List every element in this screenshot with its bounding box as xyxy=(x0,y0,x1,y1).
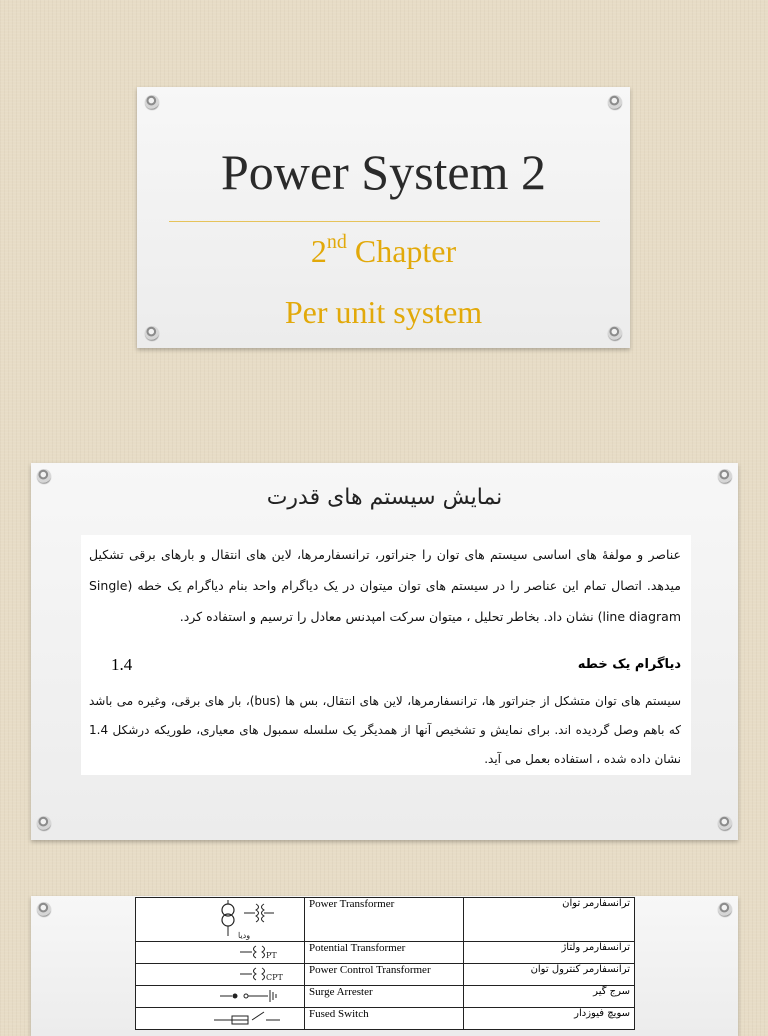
screw-icon xyxy=(37,816,51,830)
symbol-name-fa: سویچ فیوزدار xyxy=(464,1008,635,1030)
power-transformer-icon xyxy=(140,898,290,940)
screw-icon xyxy=(37,902,51,916)
section-title xyxy=(111,655,681,681)
chapter-number: 2 xyxy=(310,233,327,269)
symbols-table xyxy=(135,897,635,1030)
chapter-suffix: nd xyxy=(326,231,347,253)
potential-transformer-icon xyxy=(140,942,290,962)
fused-switch-icon xyxy=(140,1008,290,1028)
symbol-name-en: Power Control Transformer xyxy=(305,964,464,986)
screw-icon xyxy=(37,469,51,483)
symbol-name-fa: ترانسفارمر کنترول توان xyxy=(464,964,635,986)
symbol-cell xyxy=(136,964,305,986)
title-divider xyxy=(169,221,600,222)
screw-icon xyxy=(145,95,159,109)
surge-arrester-icon xyxy=(140,986,290,1006)
chapter-label xyxy=(137,231,630,270)
table-row xyxy=(136,1008,635,1030)
text-box xyxy=(81,535,691,775)
symbols-slide xyxy=(31,896,738,1036)
table-row xyxy=(136,942,635,964)
section-title-text: دیاگرام یک خطه xyxy=(577,657,681,672)
title-slide xyxy=(137,87,630,348)
table-row xyxy=(136,898,635,942)
symbol-cell xyxy=(136,986,305,1008)
symbol-name-en: Power Transformer xyxy=(305,898,464,942)
symbol-label: CPT xyxy=(266,973,283,982)
screw-icon xyxy=(718,816,732,830)
symbol-label: ودیا xyxy=(238,931,251,940)
symbol-cell xyxy=(136,942,305,964)
symbol-cell xyxy=(136,1008,305,1030)
symbol-name-en: Potential Transformer xyxy=(305,942,464,964)
paragraph-intro: عناصر و مولفهٔ های اساسی سیستم های توان را جنراتور، ترانسفارمرها، لاین های انتقال و بارهای برقی تشکیل میدهد. اتصال تمام این عناصر را در سیستم های توان میتوان در یک دیاگرام واحد بنام دیاگرام یک خطه (Single line diagram) نشان داد. بخاطر تحلیل ، میتوان سرکت امپدنس معادل را ترسیم و استفاده کرد. xyxy=(89,547,681,624)
table-row xyxy=(136,964,635,986)
slide-title: Power System 2 xyxy=(221,144,546,200)
symbol-name-en: Surge Arrester xyxy=(305,986,464,1008)
symbol-label: PT xyxy=(266,951,277,960)
symbol-name-fa: ترانسفارمر ولتاژ xyxy=(464,942,635,964)
section-number: 1.4 xyxy=(111,655,133,674)
chapter-word: Chapter xyxy=(346,233,457,269)
slide-heading: نمایش سیستم های قدرت xyxy=(266,485,503,510)
symbol-name-fa: ترانسفارمر توان xyxy=(464,898,635,942)
power-control-transformer-icon xyxy=(140,964,290,984)
table-row xyxy=(136,986,635,1008)
symbol-name-en: Fused Switch xyxy=(305,1008,464,1030)
symbol-cell xyxy=(136,898,305,942)
screw-icon xyxy=(608,95,622,109)
symbol-name-fa: سرج گیر xyxy=(464,986,635,1008)
screw-icon xyxy=(718,469,732,483)
screw-icon xyxy=(718,902,732,916)
slide-subtitle: Per unit system xyxy=(284,294,483,330)
content-slide xyxy=(31,463,738,840)
paragraph-single-line: سیستم های توان متشکل از جنراتور ها، ترانسفارمرها، لاین های انتقال، بس ها (bus)، بار های برقی، وغیره می باشد که باهم وصل گردیده اند. برای نمایش و تشخیص آنها از همدیگر یک سلسله سمبول های معیاری، طوریکه درشکل 1.4 نشان داده شده ، استفاده بعمل می آید. xyxy=(89,694,682,766)
